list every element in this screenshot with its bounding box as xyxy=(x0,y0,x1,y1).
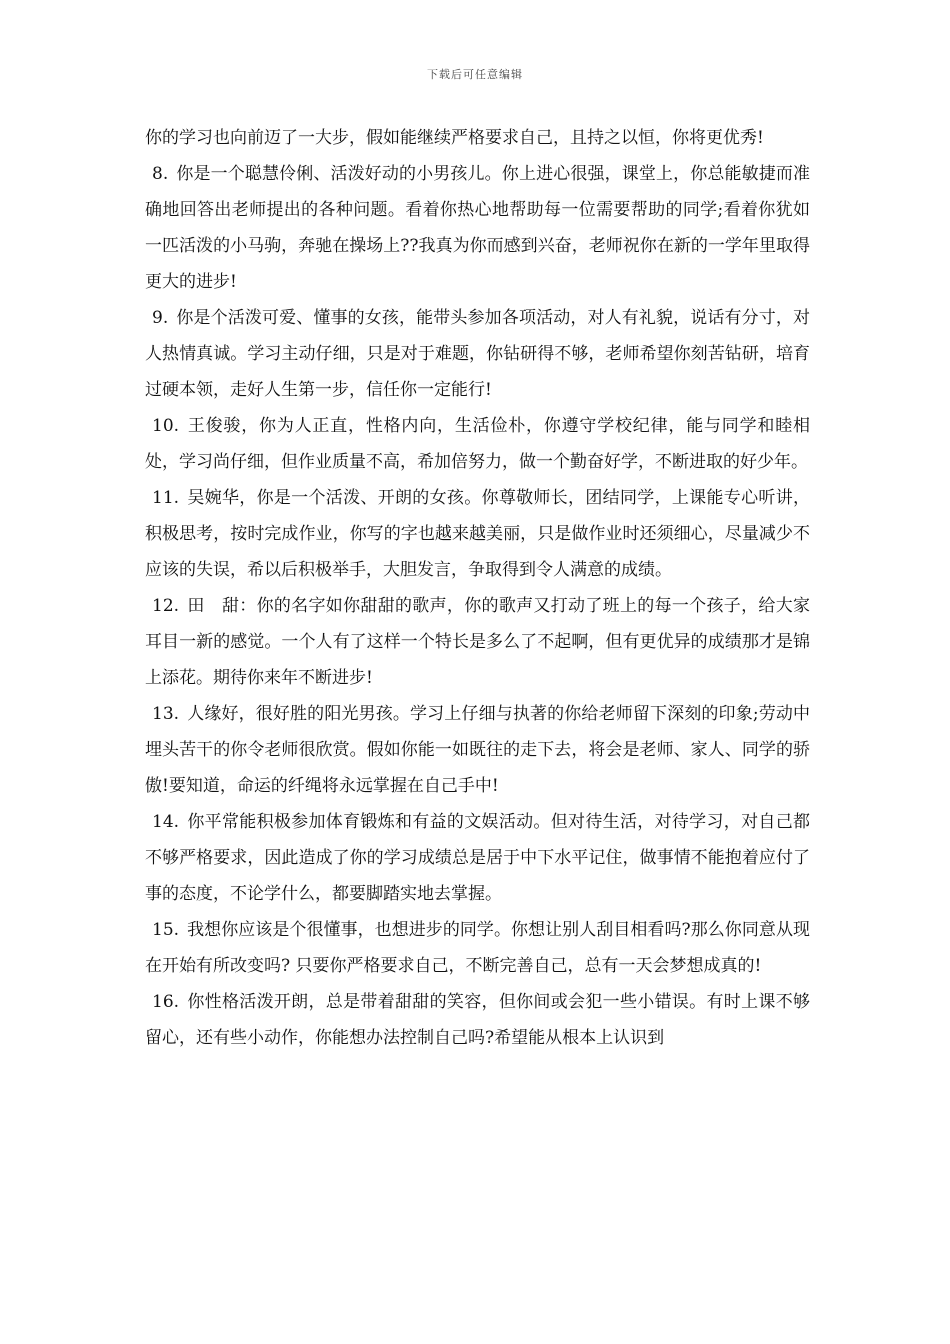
paragraph-number: 8. xyxy=(152,164,169,184)
paragraph-text: 吴婉华，你是一个活泼、开朗的女孩。你尊敬师长，团结同学，上课能专心听讲，积极思考，按时完成作业，你写的字也越来越美丽，只是做作业时还须细心，尽量减少不应该的失误，希以后积极举手，大胆发言，争取得到令人满意的成绩。 xyxy=(145,488,810,580)
paragraph-number: 15. xyxy=(152,920,180,940)
paragraph-text: 我想你应该是个很懂事，也想进步的同学。你想让别人刮目相看吗?那么你同意从现在开始有所改变吗? 只要你严格要求自己，不断完善自己，总有一天会梦想成真的! xyxy=(145,920,810,976)
paragraph-number: 10. xyxy=(152,416,180,436)
paragraph-15 xyxy=(145,912,810,984)
paragraph-number: 11. xyxy=(152,488,180,508)
paragraph-16 xyxy=(145,984,810,1056)
header-note: 下载后可任意编辑 xyxy=(427,68,523,81)
paragraph-number: 16. xyxy=(152,992,180,1012)
paragraph-text: 你性格活泼开朗，总是带着甜甜的笑容，但你间或会犯一些小错误。有时上课不够留心，还有些小动作，你能想办法控制自己吗?希望能从根本上认识到 xyxy=(145,992,810,1048)
paragraph-9 xyxy=(145,300,810,408)
paragraph-text: 田 甜：你的名字如你甜甜的歌声，你的歌声又打动了班上的每一个孩子，给大家耳目一新的感觉。一个人有了这样一个特长是多么了不起啊，但有更优异的成绩那才是锦上添花。期待你来年不断进步! xyxy=(145,596,810,688)
paragraph-8 xyxy=(145,156,810,300)
paragraph-10 xyxy=(145,408,810,480)
paragraph-12 xyxy=(145,588,810,696)
paragraph-13 xyxy=(145,696,810,804)
paragraph-14 xyxy=(145,804,810,912)
paragraph-11 xyxy=(145,480,810,588)
body-text xyxy=(145,120,810,1056)
paragraph-text: 你平常能积极参加体育锻炼和有益的文娱活动。但对待生活，对待学习，对自己都不够严格要求，因此造成了你的学习成绩总是居于中下水平记住，做事情不能抱着应付了事的态度，不论学什么，都要脚踏实地去掌握。 xyxy=(145,812,810,904)
paragraph-number: 9. xyxy=(152,308,169,328)
paragraph-text: 你是一个聪慧伶俐、活泼好动的小男孩儿。你上进心很强，课堂上，你总能敏捷而准确地回答出老师提出的各种问题。看着你热心地帮助每一位需要帮助的同学;看着你犹如一匹活泼的小马驹，奔驰在操场上??我真为你而感到兴奋，老师祝你在新的一学年里取得更大的进步! xyxy=(145,164,810,292)
paragraph-text: 人缘好，很好胜的阳光男孩。学习上仔细与执著的你给老师留下深刻的印象;劳动中埋头苦干的你令老师很欣赏。假如你能一如既往的走下去，将会是老师、家人、同学的骄傲!要知道，命运的纤绳将永远掌握在自己手中! xyxy=(145,704,810,796)
paragraph-number: 12. xyxy=(152,596,180,616)
paragraph-text: 你的学习也向前迈了一大步，假如能继续严格要求自己，且持之以恒，你将更优秀! xyxy=(145,128,764,148)
paragraph-number: 14. xyxy=(152,812,180,832)
paragraph-text: 你是个活泼可爱、懂事的女孩，能带头参加各项活动，对人有礼貌，说话有分寸，对人热情真诚。学习主动仔细，只是对于难题，你钻研得不够，老师希望你刻苦钻研，培育过硬本领，走好人生第一步，信任你一定能行! xyxy=(145,308,810,400)
paragraph-text: 王俊骏，你为人正直，性格内向，生活俭朴，你遵守学校纪律，能与同学和睦相处，学习尚仔细，但作业质量不高，希加倍努力，做一个勤奋好学，不断进取的好少年。 xyxy=(145,416,810,472)
paragraph-number: 13. xyxy=(152,704,180,724)
paragraph-continuation xyxy=(145,120,810,156)
